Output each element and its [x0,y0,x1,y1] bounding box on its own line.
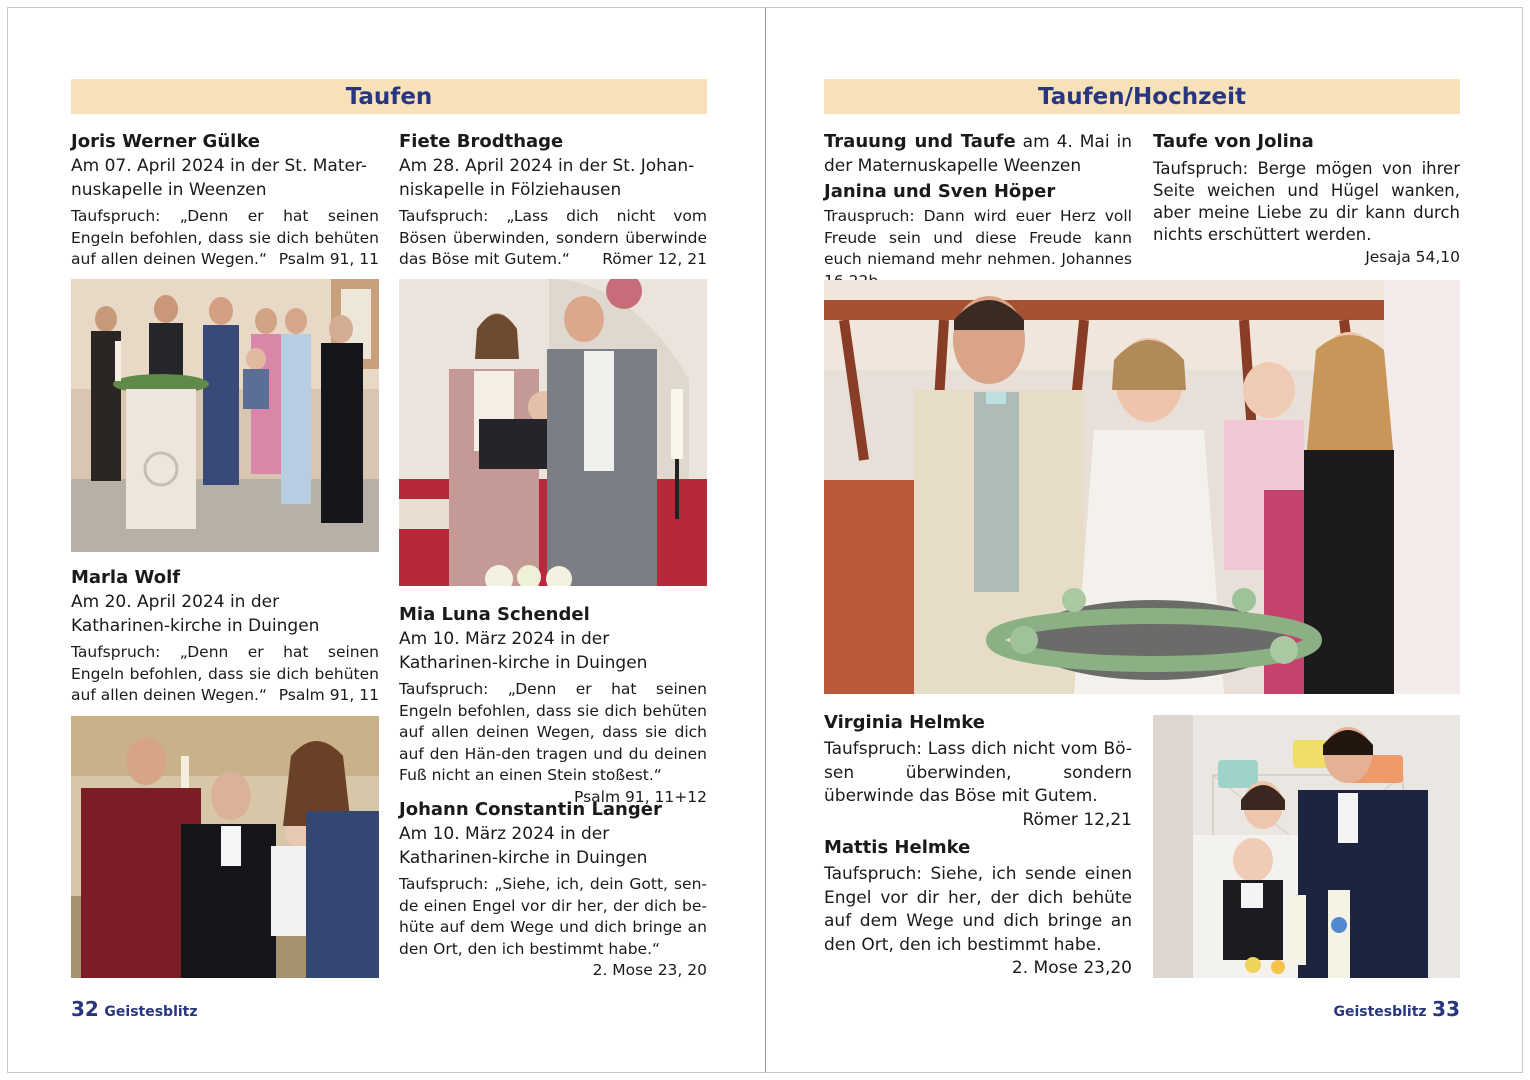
entry-virginia [824,711,1132,832]
entry-johann [399,798,707,982]
entry-verse [824,738,1132,830]
entry-date: Am 07. April 2024 in der St. Mater-nuskapelle in Weenzen [71,156,368,200]
wedding-couple: Janina und Sven Höper [824,181,1056,202]
entry-name: Joris Werner Gülke [71,131,261,152]
entry-date: Am 10. März 2024 in der Katharinen-kirche in Duingen [399,824,648,868]
entry-name: Marla Wolf [71,567,181,588]
entry-verse: Taufspruch: Siehe, ich sende einen Engel vor dir her, der dich behüte auf dem Wege und dich bringe an den Ort, den ich bestimmt habe. [824,864,1132,955]
entry-joris [71,130,379,271]
entry-name: Johann Constantin Langer [399,799,662,820]
entry-name: Mia Luna Schendel [399,604,590,625]
entry-verse [399,206,707,271]
entry-name: Fiete Brodthage [399,131,564,152]
entry-date: Am 10. März 2024 in der Katharinen-kirche in Duingen [399,629,648,673]
verse-reference: 2. Mose 23, 20 [592,961,707,979]
verse-text: Taufspruch: Lass dich nicht vom Bö-sen überwinden, sondern überwinde das Böse mit Gutem. [824,739,1132,806]
verse-reference: Römer 12,21 [1022,809,1132,830]
verse-reference: Psalm 91, 11 [278,686,379,704]
entry-date: Am 28. April 2024 in der St. Johan-niskapelle in Fölziehausen [399,156,695,200]
section-header-taufen: Taufen [71,79,707,114]
right-page [765,0,1530,1080]
verse-reference: 2. Mose 23,20 [1011,958,1132,978]
page-number: 33 [1432,997,1460,1021]
magazine-name: Geistesblitz [1333,1004,1427,1020]
wedding-title-bold: Trauung und Taufe [824,131,1016,152]
verse-text: Taufspruch: „Denn er hat seinen Engeln befohlen, dass sie dich behüten auf allen deinen Wegen, dass sie dich auf den Hän-den tragen und du deinen Fuß nicht an einen Stein stoßest.“ [399,680,707,784]
page-footer-left [71,997,198,1021]
entry-mia [399,603,707,808]
entry-verse [399,874,707,982]
entry-verse [399,679,707,806]
entry-marla [71,566,379,707]
verse-text: Taufspruch: „Siehe, ich, dein Gott, sen-de einen Engel vor dir her, der dich be-hüte auf dem Wege und dich bringe an den Ort, den ich bestimmt habe.“ [399,875,707,958]
verse-reference: Psalm 91, 11+12 [574,787,707,806]
verse-text: Taufspruch: „Denn er hat seinen Engeln befohlen, dass sie dich behüten auf allen deinen Wegen.“ [71,207,379,268]
entry-wedding [824,130,1132,292]
photo-wedding-family [824,280,1460,694]
entry-name: Virginia Helmke [824,712,986,733]
entry-fiete [399,130,707,271]
verse-reference: Psalm 91, 11 [278,250,379,268]
wedding-title [824,130,1132,178]
verse-text: Taufspruch: „Lass dich nicht vom Bösen überwinden, sondern überwinde das Böse mit Gutem.“ [399,207,707,268]
entry-verse [71,642,379,707]
wedding-title-rest: am 4. Mai in der Maternuskapelle Weenzen [824,132,1132,176]
entry-verse [71,206,379,271]
photo-fiete-baptism [399,279,707,586]
verse-reference: Johannes [1061,250,1132,268]
verse-reference: Römer 12, 21 [602,250,707,268]
photo-helmke-baptism [1153,715,1460,978]
verse-text: Taufspruch: „Denn er hat seinen Engeln befohlen, dass sie dich behüten auf allen deinen Wegen.“ [71,643,379,704]
entry-name: Taufe von Jolina [1153,131,1314,152]
verse-reference: Jesaja 54,10 [1365,248,1460,266]
page-number: 32 [71,997,99,1021]
photo-marla-baptism [71,716,379,978]
magazine-name: Geistesblitz [104,1004,198,1020]
page-footer-right [1333,997,1460,1021]
entry-verse: Taufspruch: Berge mögen von ihrer Seite weichen und Hügel wanken, aber meine Liebe zu dir kann durch nichts erschüttert werden. [1153,159,1460,244]
photo-joris-baptism [71,279,379,552]
entry-mattis [824,836,1132,980]
entry-name: Mattis Helmke [824,837,971,858]
verse-text: Trauspruch: Dann wird euer Herz voll Freude sein und diese Freude kann euch niemand mehr nehmen. [824,207,1132,268]
entry-date: Am 20. April 2024 in der Katharinen-kirche in Duingen [71,592,320,636]
section-header-taufen-hochzeit: Taufen/Hochzeit [824,79,1460,114]
entry-jolina [1153,130,1460,268]
